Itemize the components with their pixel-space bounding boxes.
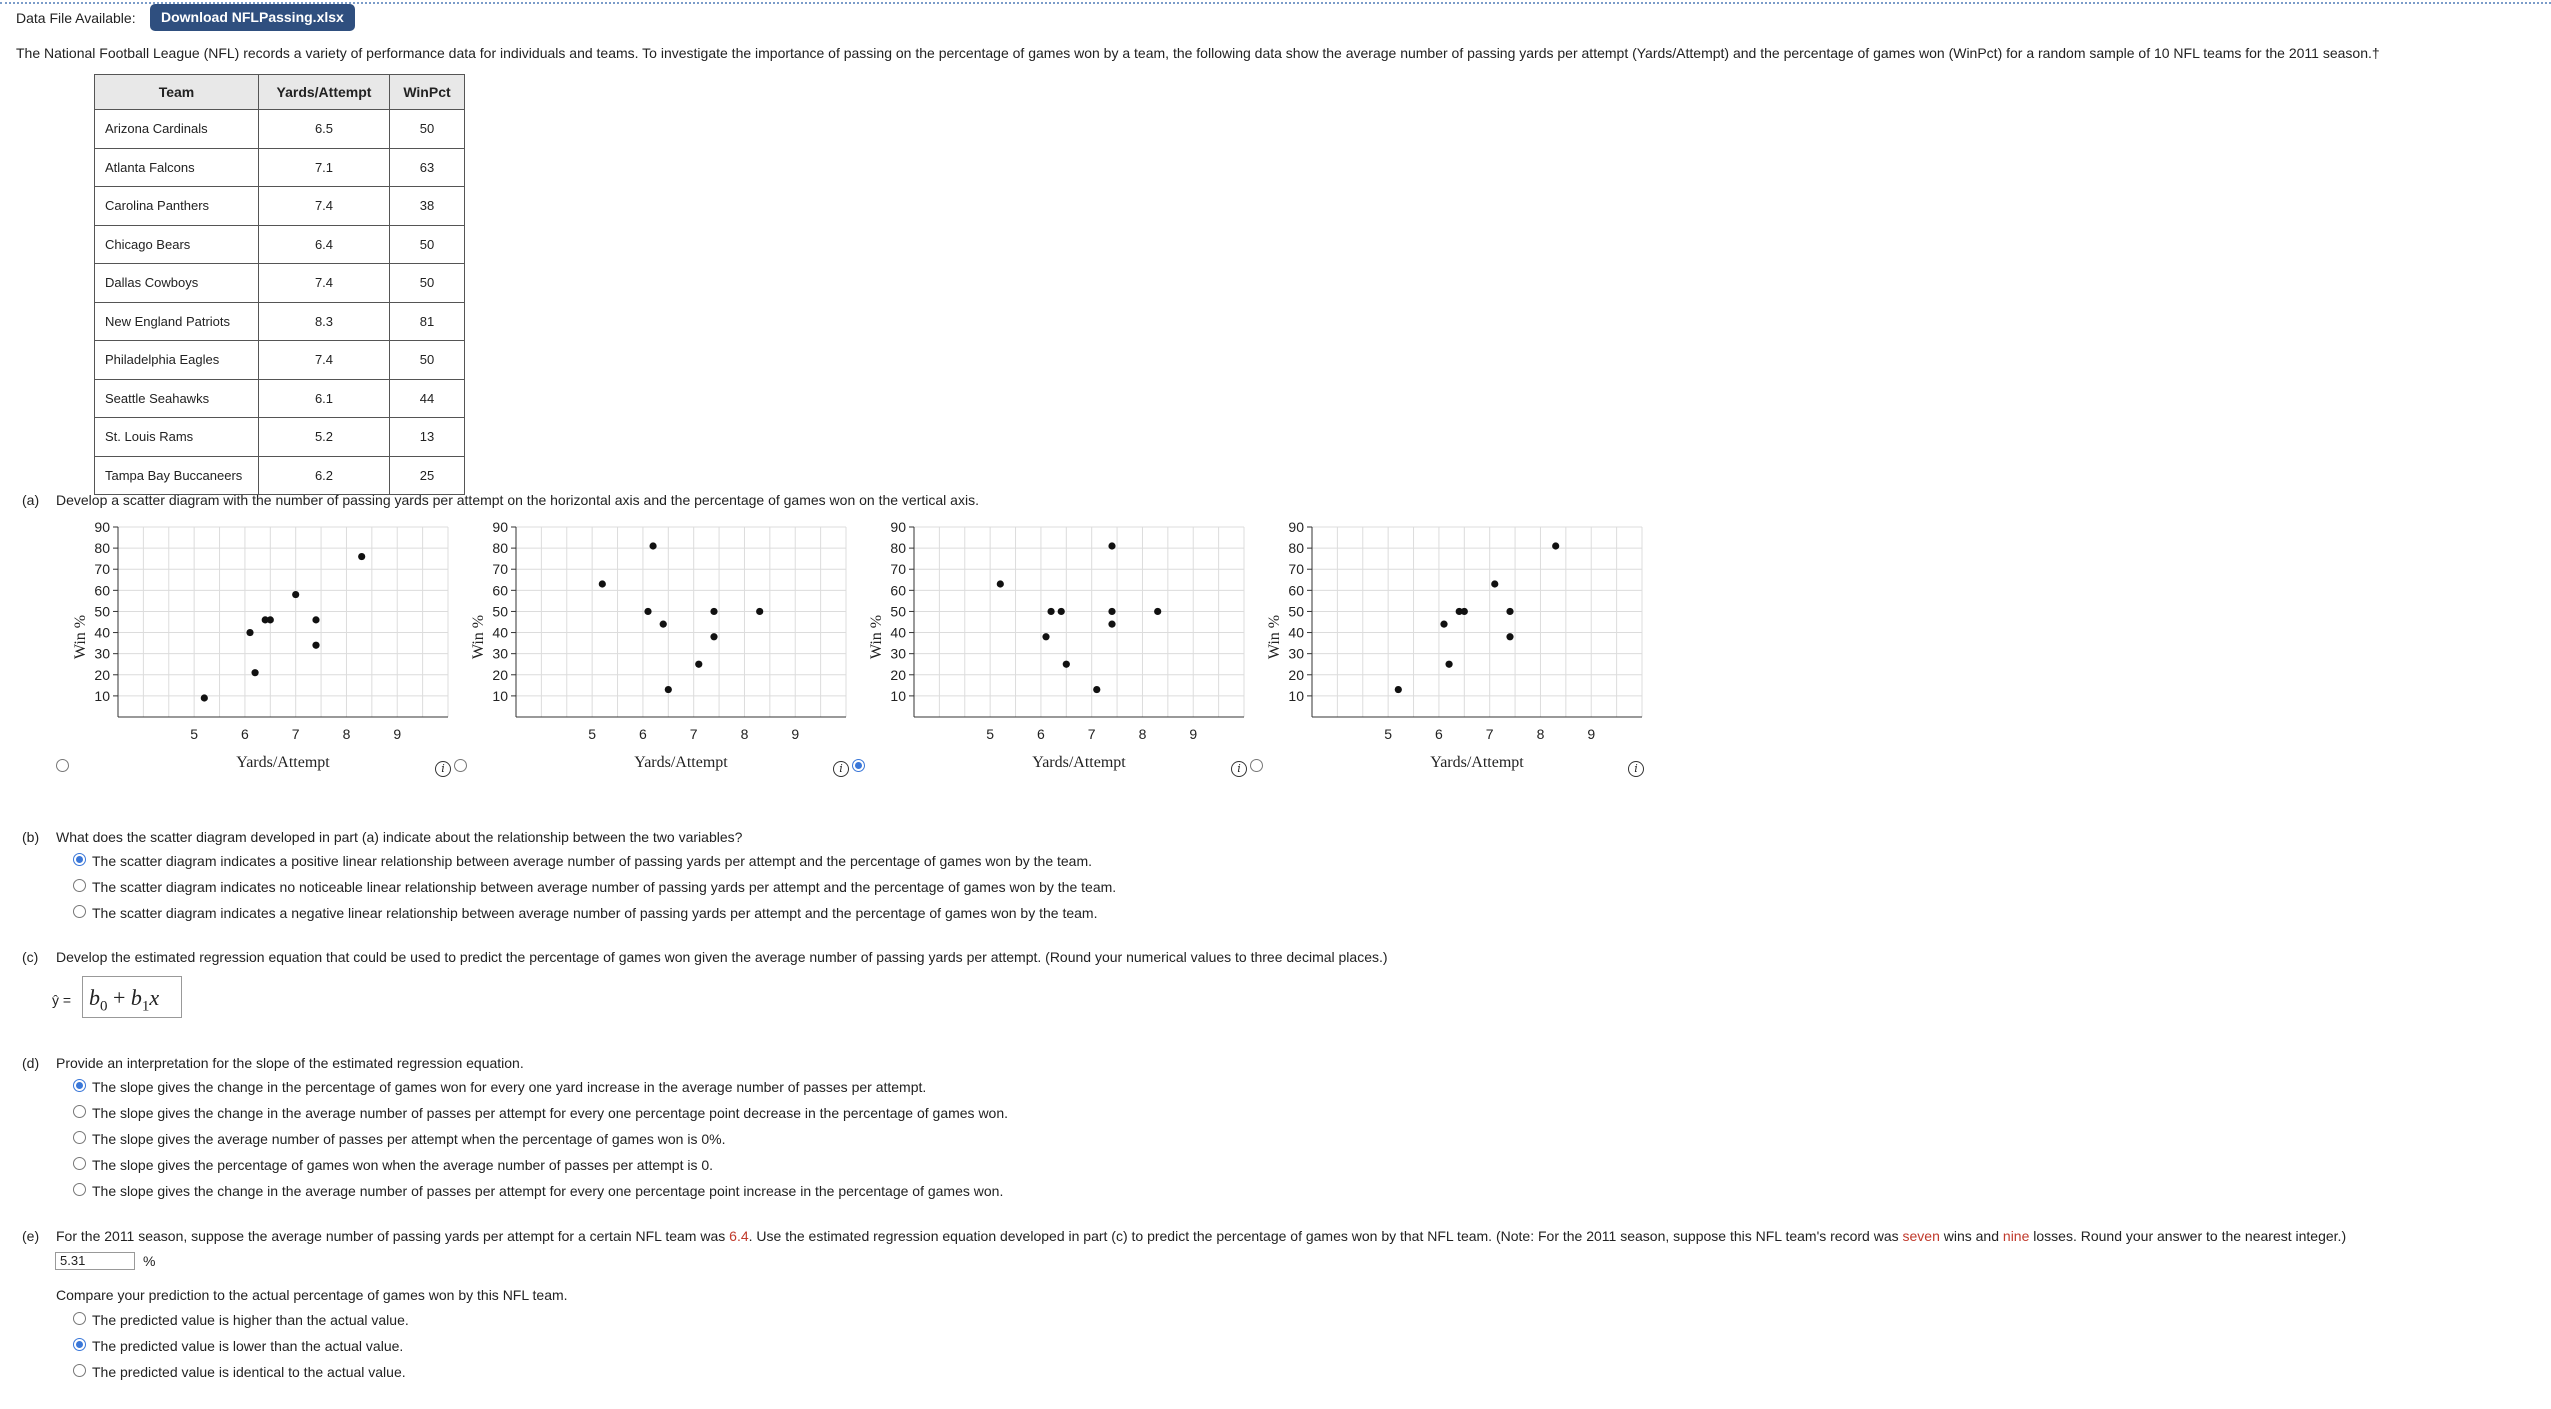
data-point bbox=[1440, 621, 1447, 628]
y-tick-label: 60 bbox=[1288, 582, 1304, 599]
y-tick-label: 70 bbox=[492, 561, 508, 578]
y-tick-label: 10 bbox=[890, 687, 906, 704]
y-tick-label: 70 bbox=[890, 561, 906, 578]
data-point bbox=[1154, 608, 1161, 615]
top-dotted-divider bbox=[0, 2, 2551, 4]
team-cell: New England Patriots bbox=[95, 302, 259, 341]
x-tick-label: 7 bbox=[1485, 726, 1494, 742]
winpct-cell: 50 bbox=[390, 341, 465, 380]
x-tick-label: 5 bbox=[588, 726, 597, 742]
table-row bbox=[95, 341, 465, 380]
y-tick-label: 50 bbox=[94, 603, 110, 620]
download-button[interactable]: Download NFLPassing.xlsx bbox=[150, 4, 355, 31]
eq-b0-subscript: 0 bbox=[100, 998, 108, 1015]
y-axis-label: Win % bbox=[1266, 614, 1283, 660]
table-header-row bbox=[95, 75, 465, 110]
x-axis-label: Yards/Attempt bbox=[236, 754, 330, 771]
winpct-cell: 25 bbox=[390, 456, 465, 495]
part-d-option-5-text: The slope gives the change in the average number of passes per attempt for every one percentage point increase in the percentage of games won. bbox=[92, 1183, 1004, 1199]
data-point bbox=[312, 642, 319, 649]
scatter-plot-3 bbox=[836, 515, 1256, 775]
part-b-option-3-text: The scatter diagram indicates a negative linear relationship between average number of passing yards per attempt and the percentage of games won by the team. bbox=[92, 905, 1098, 921]
part-e-text-2: . Use the estimated regression equation developed in part (c) to predict the percentage of games won by that NFL team. (Note: For the 2011 season, suppose this NFL team's record was bbox=[748, 1228, 1903, 1244]
part-a-label: (a) bbox=[22, 492, 40, 508]
x-tick-label: 5 bbox=[190, 726, 199, 742]
table-row bbox=[95, 225, 465, 264]
data-point bbox=[1058, 608, 1065, 615]
y-axis-label: Win % bbox=[868, 614, 885, 660]
part-c-question: Develop the estimated regression equation that could be used to predict the percentage of games won given the average number of passing yards per attempt. (Round your numerical values to three decimal places.) bbox=[56, 949, 1388, 965]
part-b-option-3-radio[interactable] bbox=[73, 905, 86, 918]
info-icon[interactable]: i bbox=[1231, 761, 1247, 777]
y-tick-label: 90 bbox=[492, 519, 508, 535]
losses-value: nine bbox=[2002, 1228, 2030, 1244]
team-cell: St. Louis Rams bbox=[95, 418, 259, 457]
y-axis-label: Win % bbox=[72, 614, 89, 660]
team-cell: Dallas Cowboys bbox=[95, 264, 259, 303]
team-cell: Chicago Bears bbox=[95, 225, 259, 264]
data-point bbox=[710, 633, 717, 640]
part-e-option-3-text: The predicted value is identical to the actual value. bbox=[92, 1364, 406, 1380]
table-row bbox=[95, 456, 465, 495]
y-tick-label: 30 bbox=[1288, 645, 1304, 662]
part-e-text-1: For the 2011 season, suppose the average number of passing yards per attempt for a certain NFL team was bbox=[56, 1228, 730, 1244]
data-point bbox=[312, 616, 319, 623]
y-tick-label: 90 bbox=[1288, 519, 1304, 535]
y-tick-label: 80 bbox=[492, 540, 508, 557]
x-tick-label: 8 bbox=[1536, 726, 1545, 742]
part-e-text-3: wins and bbox=[1939, 1228, 2003, 1244]
y-tick-label: 40 bbox=[1288, 624, 1304, 641]
part-d-option-4-radio[interactable] bbox=[73, 1157, 86, 1170]
table-row bbox=[95, 418, 465, 457]
part-d-option-4-text: The slope gives the percentage of games won when the average number of passes per attempt is 0. bbox=[92, 1157, 714, 1173]
y-tick-label: 20 bbox=[492, 666, 508, 683]
info-icon[interactable]: i bbox=[1628, 761, 1644, 777]
winpct-cell: 81 bbox=[390, 302, 465, 341]
eq-b1: b bbox=[130, 985, 142, 1010]
part-c-label: (c) bbox=[22, 949, 39, 965]
part-b-option-1-radio[interactable] bbox=[73, 853, 86, 866]
x-tick-label: 6 bbox=[1435, 726, 1443, 742]
data-point bbox=[997, 580, 1004, 587]
data-point bbox=[201, 694, 208, 701]
x-tick-label: 8 bbox=[342, 726, 351, 742]
x-tick-label: 8 bbox=[1138, 726, 1147, 742]
y-tick-label: 50 bbox=[1288, 603, 1304, 620]
yards-cell: 7.4 bbox=[259, 187, 390, 226]
data-point bbox=[1506, 608, 1513, 615]
data-table bbox=[94, 74, 465, 495]
y-tick-label: 80 bbox=[890, 540, 906, 557]
yhat-label: ŷ = bbox=[52, 992, 72, 1008]
data-point bbox=[358, 553, 365, 560]
y-tick-label: 20 bbox=[890, 666, 906, 683]
info-icon[interactable]: i bbox=[435, 761, 451, 777]
winpct-cell: 38 bbox=[390, 187, 465, 226]
y-tick-label: 60 bbox=[492, 582, 508, 599]
data-point bbox=[1108, 621, 1115, 628]
data-point bbox=[599, 580, 606, 587]
part-e-label: (e) bbox=[22, 1228, 40, 1244]
x-tick-label: 7 bbox=[291, 726, 300, 742]
y-tick-label: 40 bbox=[94, 624, 110, 641]
plot-option-4-radio[interactable] bbox=[1250, 759, 1263, 772]
data-point bbox=[292, 591, 299, 598]
part-b-label: (b) bbox=[22, 829, 40, 845]
table-row bbox=[95, 148, 465, 187]
part-d-option-1-radio[interactable] bbox=[73, 1079, 86, 1092]
part-a-text: Develop a scatter diagram with the number of passing yards per attempt on the horizontal axis and the percentage of games won on the vertical axis. bbox=[56, 492, 979, 508]
data-point bbox=[1093, 686, 1100, 693]
yards-cell: 8.3 bbox=[259, 302, 390, 341]
yards-cell: 6.5 bbox=[259, 110, 390, 149]
data-point bbox=[1047, 608, 1054, 615]
part-d-option-2-text: The slope gives the change in the average number of passes per attempt for every one percentage point decrease in the percentage of games won. bbox=[92, 1105, 1009, 1121]
y-tick-label: 30 bbox=[890, 645, 906, 662]
data-point bbox=[246, 629, 253, 636]
winpct-cell: 44 bbox=[390, 379, 465, 418]
table-row bbox=[95, 379, 465, 418]
yards-cell: 7.4 bbox=[259, 341, 390, 380]
data-point bbox=[710, 608, 717, 615]
plot-option-2-radio[interactable] bbox=[454, 759, 467, 772]
table-row bbox=[95, 187, 465, 226]
x-tick-label: 9 bbox=[791, 726, 800, 742]
x-tick-label: 9 bbox=[393, 726, 402, 742]
y-tick-label: 60 bbox=[94, 582, 110, 599]
y-tick-label: 40 bbox=[890, 624, 906, 641]
part-d-question: Provide an interpretation for the slope of the estimated regression equation. bbox=[56, 1055, 524, 1071]
team-cell: Carolina Panthers bbox=[95, 187, 259, 226]
data-point bbox=[1063, 661, 1070, 668]
column-header-winpct: WinPct bbox=[390, 75, 465, 110]
y-tick-label: 30 bbox=[492, 645, 508, 662]
part-d-option-1-text: The slope gives the change in the percentage of games won for every one yard increase in the average number of passes per attempt. bbox=[92, 1079, 927, 1095]
y-tick-label: 80 bbox=[94, 540, 110, 557]
part-e-option-1-radio[interactable] bbox=[73, 1312, 86, 1325]
x-tick-label: 7 bbox=[1087, 726, 1096, 742]
info-icon[interactable]: i bbox=[833, 761, 849, 777]
y-tick-label: 20 bbox=[1288, 666, 1304, 683]
x-tick-label: 7 bbox=[689, 726, 698, 742]
y-tick-label: 10 bbox=[94, 687, 110, 704]
plot-option-1-radio[interactable] bbox=[56, 759, 69, 772]
percent-unit: % bbox=[143, 1253, 156, 1269]
eq-b0: b bbox=[89, 985, 100, 1010]
data-point bbox=[756, 608, 763, 615]
data-point bbox=[1108, 542, 1115, 549]
data-point bbox=[1042, 633, 1049, 640]
data-point bbox=[1552, 542, 1559, 549]
part-b-question: What does the scatter diagram developed in part (a) indicate about the relationship between the two variables? bbox=[56, 829, 743, 845]
team-cell: Philadelphia Eagles bbox=[95, 341, 259, 380]
winpct-cell: 50 bbox=[390, 110, 465, 149]
scatter-plot-1 bbox=[40, 515, 460, 775]
eq-b1-subscript: 1 bbox=[141, 998, 150, 1015]
data-point bbox=[660, 621, 667, 628]
y-tick-label: 50 bbox=[890, 603, 906, 620]
part-b-option-2-text: The scatter diagram indicates no noticeable linear relationship between average number of passing yards per attempt and the percentage of games won by the team. bbox=[92, 879, 1117, 895]
intro-text: The National Football League (NFL) records a variety of performance data for individuals and teams. To investigate the importance of passing on the percentage of games won by a team, the following data show the average number of passing yards per attempt (Yards/Attempt) and the percentage of games won (WinPct) for a random sample of 10 NFL teams for the 2011 season.† bbox=[16, 45, 2380, 61]
part-d-option-3-text: The slope gives the average number of passes per attempt when the percentage of games won is 0%. bbox=[92, 1131, 726, 1147]
winpct-cell: 50 bbox=[390, 264, 465, 303]
yards-cell: 6.1 bbox=[259, 379, 390, 418]
part-b-option-1-text: The scatter diagram indicates a positive linear relationship between average number of passing yards per attempt and the percentage of games won by the team. bbox=[92, 853, 1093, 869]
data-point bbox=[649, 542, 656, 549]
x-tick-label: 6 bbox=[639, 726, 647, 742]
y-tick-label: 90 bbox=[94, 519, 110, 535]
scatter-plot-2 bbox=[438, 515, 858, 775]
data-point bbox=[1461, 608, 1468, 615]
data-point bbox=[1108, 608, 1115, 615]
yards-cell: 7.4 bbox=[259, 264, 390, 303]
data-file-label: Data File Available: bbox=[16, 10, 136, 26]
y-tick-label: 50 bbox=[492, 603, 508, 620]
winpct-cell: 13 bbox=[390, 418, 465, 457]
y-tick-label: 70 bbox=[1288, 561, 1304, 578]
part-e-option-2-text: The predicted value is lower than the actual value. bbox=[92, 1338, 404, 1354]
data-point bbox=[1395, 686, 1402, 693]
winpct-cell: 50 bbox=[390, 225, 465, 264]
x-axis-label: Yards/Attempt bbox=[1430, 754, 1524, 771]
y-tick-label: 60 bbox=[890, 582, 906, 599]
y-tick-label: 20 bbox=[94, 666, 110, 683]
part-e-text bbox=[56, 1228, 2346, 1244]
x-axis-label: Yards/Attempt bbox=[1032, 754, 1126, 771]
y-tick-label: 10 bbox=[492, 687, 508, 704]
compare-prompt: Compare your prediction to the actual percentage of games won by this NFL team. bbox=[56, 1287, 568, 1303]
wins-value: seven bbox=[1902, 1228, 1940, 1244]
x-tick-label: 9 bbox=[1587, 726, 1596, 742]
y-axis-label: Win % bbox=[470, 614, 487, 660]
table-row bbox=[95, 264, 465, 303]
data-point bbox=[644, 608, 651, 615]
data-point bbox=[1491, 580, 1498, 587]
data-point bbox=[251, 669, 258, 676]
x-tick-label: 5 bbox=[1384, 726, 1393, 742]
team-cell: Atlanta Falcons bbox=[95, 148, 259, 187]
x-tick-label: 8 bbox=[740, 726, 749, 742]
data-point bbox=[665, 686, 672, 693]
yards-cell: 5.2 bbox=[259, 418, 390, 457]
team-cell: Tampa Bay Buccaneers bbox=[95, 456, 259, 495]
column-header-team: Team bbox=[95, 75, 259, 110]
part-d-option-2-radio[interactable] bbox=[73, 1105, 86, 1118]
yards-cell: 7.1 bbox=[259, 148, 390, 187]
table-row bbox=[95, 302, 465, 341]
team-cell: Arizona Cardinals bbox=[95, 110, 259, 149]
team-cell: Seattle Seahawks bbox=[95, 379, 259, 418]
part-d-option-3-radio[interactable] bbox=[73, 1131, 86, 1144]
y-tick-label: 90 bbox=[890, 519, 906, 535]
winpct-cell: 63 bbox=[390, 148, 465, 187]
eq-x: x bbox=[149, 985, 160, 1010]
plot-option-3-radio[interactable] bbox=[852, 759, 865, 772]
y-tick-label: 70 bbox=[94, 561, 110, 578]
part-e-option-2-radio[interactable] bbox=[73, 1338, 86, 1351]
data-point bbox=[1506, 633, 1513, 640]
y-tick-label: 40 bbox=[492, 624, 508, 641]
part-e-option-3-radio[interactable] bbox=[73, 1364, 86, 1377]
part-e-text-4: losses. Round your answer to the nearest integer.) bbox=[2029, 1228, 2347, 1244]
data-point bbox=[1445, 661, 1452, 668]
part-d-option-5-radio[interactable] bbox=[73, 1183, 86, 1196]
y-tick-label: 30 bbox=[94, 645, 110, 662]
y-tick-label: 80 bbox=[1288, 540, 1304, 557]
data-point bbox=[695, 661, 702, 668]
x-tick-label: 6 bbox=[241, 726, 249, 742]
part-b-option-2-radio[interactable] bbox=[73, 879, 86, 892]
y-tick-label: 10 bbox=[1288, 687, 1304, 704]
eq-plus: + bbox=[107, 985, 131, 1010]
column-header-yards: Yards/Attempt bbox=[259, 75, 390, 110]
predicted-percentage-input[interactable]: 5.31 bbox=[55, 1252, 135, 1270]
x-tick-label: 6 bbox=[1037, 726, 1045, 742]
x-tick-label: 9 bbox=[1189, 726, 1198, 742]
x-axis-label: Yards/Attempt bbox=[634, 754, 728, 771]
yards-cell: 6.4 bbox=[259, 225, 390, 264]
part-d-label: (d) bbox=[22, 1055, 40, 1071]
regression-equation-input[interactable] bbox=[82, 976, 182, 1018]
data-point bbox=[267, 616, 274, 623]
table-row bbox=[95, 110, 465, 149]
x-tick-label: 5 bbox=[986, 726, 995, 742]
part-e-option-1-text: The predicted value is higher than the actual value. bbox=[92, 1312, 409, 1328]
yards-cell: 6.2 bbox=[259, 456, 390, 495]
passing-yards-value: 6.4 bbox=[729, 1228, 749, 1244]
scatter-plot-4 bbox=[1234, 515, 1654, 775]
